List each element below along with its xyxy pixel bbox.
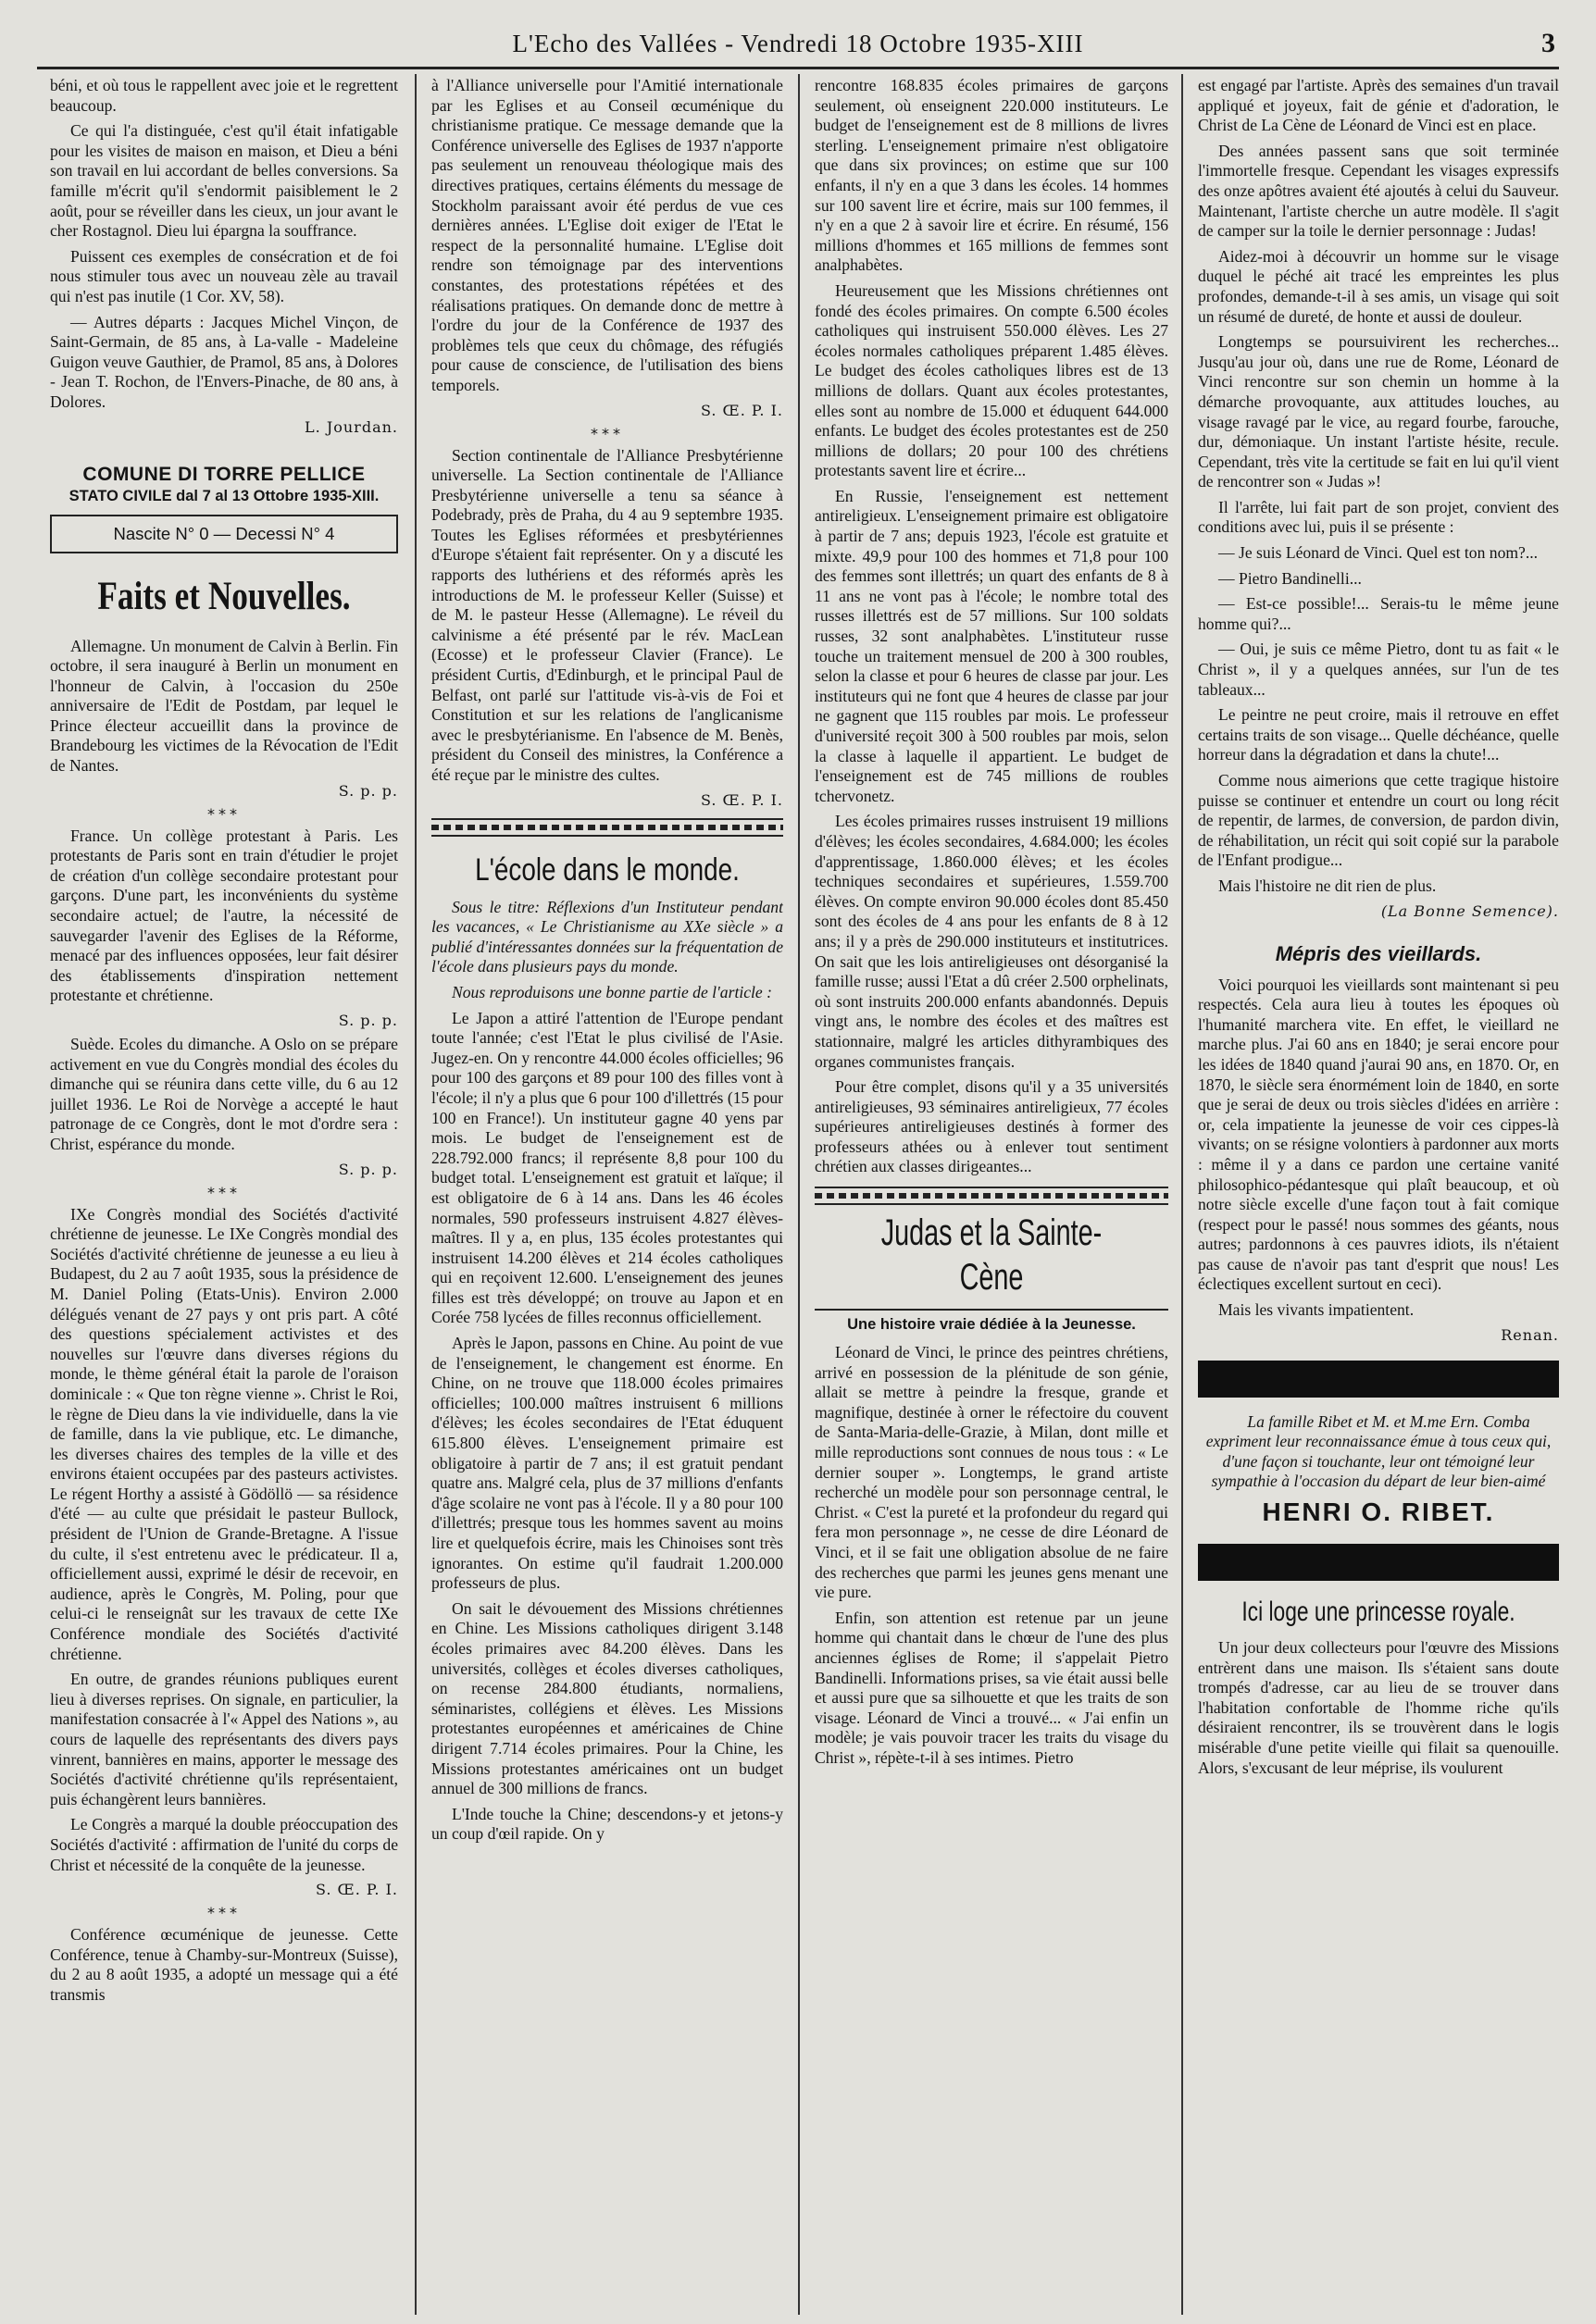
paragraph: On sait le dévouement des Missions chrétiennes en Chine. Les Missions catholiques dirigent 3.148 écoles primaires avec 84.200 élèves. Dans les universités, collèges et écoles diverses catholiques, on recense 284.800 étudiants, normaliens, séminaristes, collégiens et élèves. Les Missions protestantes européennes et américaines de Chine dirigent 7.714 écoles primaires. Pour la Chine, les Missions protestantes américaines ont un budget annuel de 300 millions de francs. [431, 1598, 783, 1798]
news-item: IXe Congrès mondial des Sociétés d'activité chrétienne de jeunesse. Le IXe Congrès mondial des Sociétés d'activité chrétienne de jeunesse a eu lieu à Budapest, du 2 au 7 août 1935, sous la présidence de M. Daniel Poling (Etats-Unis). Environ 2.000 délégués venant de 27 pays y ont pris part. A côté des questions spécialement activistes et des nouvelles sur l'œuvre dans diverses régions du monde, le thème général était la parole de l'oraison dominicale : « Que ton règne vienne ». Christ le Roi, le règne de Dieu dans la vie individuelle, dans la vie de famille, dans la vie publique, etc. Le dimanche, les diverses chaires des temples de la ville et des environs étaient occupées par des pasteurs activistes. Le régent Horthy a assisté à Gödöllö — sa résidence d'été — au culte que présidait le pasteur Bullock, président de l'Union de Grande-Bretagne. A l'issue du culte, il s'est entretenu avec le prédicateur. Il a, officiellement aussi, exprimé le désir de recevoir, en audience, après le Congrès, M. Poling, pour que celui-ci le renseignât sur les travaux de cette IXe Conférence mondiale des Sociétés d'activité chrétienne. [50, 1204, 398, 1663]
paragraph: Les écoles primaires russes instruisent 19 millions d'élèves; les écoles secondaires, 4.684.000; les écoles d'apprentissage, 1.860.000 élèves; et les écoles techniques secondaires et supérieures, 1.559.700 élèves. On compte environ 90.000 écoles dont 85.450 sont des écoles de 4 ans pour les enfants de 8 à 12 ans; il y a près de 290.000 instituteurs et institutrices. On sait que les lois antireligieuses ont désorganisé la famille russe; aussi l'Etat a dû créer 2.500 orphelinats, où sont instruits 200.000 enfants abandonnés. Depuis vingt ans, le nombre des écoles et des maîtres est stationnaire, malgré les articles dithyrambiques des organes communistes français. [815, 812, 1168, 1071]
mourning-bar [1198, 1544, 1559, 1581]
separator-stars: *** [591, 424, 624, 442]
dialogue-line: — Je suis Léonard de Vinci. Quel est ton nom?... [1218, 543, 1539, 563]
column-3 [815, 76, 1168, 2315]
judas-subheading: Une histoire vraie dédiée à la Jeunesse. [847, 1316, 1136, 1334]
column-1 [50, 76, 398, 2315]
source-credit: (La Bonne Semence). [1380, 901, 1559, 920]
decorative-border [815, 1187, 1168, 1205]
signature: S. Œ. P. I. [315, 1881, 398, 1899]
princesse-heading: Ici loge une princesse royale. [1241, 1597, 1515, 1628]
news-item: Allemagne. Un monument de Calvin à Berlin. Fin octobre, il sera inauguré à Berlin un monument en l'honneur de Calvin, à l'occasion du 250e anniversaire de l'Edit de Postdam, par lequel le Prince électeur accueillit dans la province de Brandebourg les victimes de la Révocation de l'Edit de Nantes. [50, 636, 398, 776]
news-item: Conférence œcuménique de jeunesse. Cette Conférence, tenue à Chamby-sur-Montreux (Suisse), du 2 au 8 août 1935, a adopté un message qui a été transmis [50, 1925, 398, 2004]
paragraph: Comme nous aimerions que cette tragique histoire puisse se continuer et entendre un court ou long récit de repentir, de larmes, de conversion, de pardon divin, de réhabilitation, un récit qui soit copié sur la parabole de l'Enfant prodigue... [1198, 771, 1559, 870]
page-number: 3 [1541, 28, 1555, 58]
comune-heading: COMUNE DI TORRE PELLICE [82, 463, 366, 485]
signature: S. p. p. [338, 1012, 398, 1029]
paragraph: Voici pourquoi les vieillards sont maintenant si peu respectés. Cela aura lieu à toutes les époques où l'humanité marchera vite. En effet, le vieillard ne marche plus. J'ai 60 ans en 1840; je serai encore pour les idées de 1840 quand j'aurai 90 ans, en 1870. Or, en 1870, le siècle sera énormément loin de 1840, en sorte que je serai de deux ou trois siècles d'idées en arrière : or, cela impatiente la jeunesse de voir ces cippes-là vivants; on se résigne volontiers à pardonner aux morts : même il y a dans ce pardon une certaine vanité philosophico-pédantesque qui plaît beaucoup, et où notre siècle excelle d'une façon tout à fait comique (respect pour le passé! nous sommes des géants, nous autres; pardonnons à ces pauvres idiots, ils n'étaient pas cause de n'avoir pas tant d'esprit que nous! Les éclectiques excellent surtout en ceci). [1198, 975, 1559, 1294]
paragraph: Un jour deux collecteurs pour l'œuvre des Missions entrèrent dans une maison. Ils s'étaient sans doute trompés d'adresse, car au lieu de se trouver dans l'habitation confortable de l'homme riche qu'ils désiraient rencontrer, ils se trouvèrent dans le logis misérable d'une petite vieille qui filait sa quenouille. Alors, s'excusant de leur méprise, ils voulurent [1198, 1638, 1559, 1777]
column-rule [1181, 74, 1183, 2315]
paragraph: Le peintre ne peut croire, mais il retrouve en effet certains traits de son visage... Quelle déchéance, quelle horreur dans la dégradation et dans la chute!... [1198, 705, 1559, 764]
masthead [37, 26, 1559, 69]
paragraph: Il l'arrête, lui fait part de son projet, convient des conditions avec lui, puis il se présente : [1198, 497, 1559, 537]
paragraph: Pour être complet, disons qu'il y a 35 universités antireligieuses, 93 séminaires antireligieux, 77 écoles supérieures antireligieuses destinés à former des professeurs athées ou à enlever tout sentiment chrétien aux classes dirigeantes... [815, 1077, 1168, 1176]
judas-heading: Judas et la Sainte-Cène [880, 1212, 1103, 1299]
ecole-heading: L'école dans le monde. [475, 851, 740, 888]
news-item: Le Congrès a marqué la double préoccupation des Sociétés d'activité : affirmation de l'unité du corps de Christ et nécessité de la conquête de la jeunesse. [50, 1815, 398, 1874]
faits-heading: Faits et Nouvelles. [97, 574, 351, 618]
paragraph: Enfin, son attention est retenue par un jeune homme qui chantait dans le chœur de l'une des plus anciennes églises de Rome; il s'appelait Pietro Bandinelli. Informations prises, sa vie était aussi belle et aussi pure que sa silhouette et que les traits de son visage. Léonard de Vinci a trouvé... « J'ai enfin un modèle; je vais pouvoir tracer les traits du visage du Christ », répète-t-il à ses intimes. Pietro [815, 1608, 1168, 1767]
thanks-notice: La famille Ribet et M. et M.me Ern. Comba expriment leur reconnaissance émue à tous ceux qui, d'une façon si touchante, leur ont témoigné leur sympathie à l'occasion du départ de leur bien-aimé [1205, 1411, 1552, 1491]
paragraph: Des années passent sans que soit terminée l'immortelle fresque. Cependant les visages expressifs des onze apôtres avaient été ajoutés à celui du Sauveur. Maintenant, l'artiste cherche un autre modèle. Il s'agit de camper sur la toile le dernier personnage : Judas! [1198, 141, 1559, 241]
mourning-bar [1198, 1361, 1559, 1398]
divider [815, 1309, 1168, 1311]
paragraph: est engagé par l'artiste. Après des semaines d'un travail appliqué et joyeux, fait de génie et d'adoration, le Christ de La Cène de Léonard de Vinci est en place. [1198, 76, 1559, 135]
paragraph: Le Japon a attiré l'attention de l'Europe pendant toute l'année; c'est l'Etat le plus civilisé de l'Asie. Jugez-en. On y rencontre 44.000 écoles officielles; 96 pour 100 des garçons et 89 pour 100 des filles vont à l'école; il n'y a plus que 6 pour 100 d'illettrés (15 pour 100 en France!). Un instituteur gagne 40 yens par mois. Le budget de l'enseignement est de 228.792.000 francs; il représente 8,8 pour 100 du budget total. L'enseignement est gratuit et laïque; il est obligatoire de 6 à 14 ans. Dans les 46 écoles normales, 590 professeurs instruisent 4.827 élèves-maîtres. Il y a, en plus, 135 écoles protestantes qui instruisent 14.200 élèves et 214 écoles catholiques qui en reçoivent 12.600. L'enseignement des jeunes filles est très développé; on trouve au Japon et en Corée 758 lycées de filles reconnus officiellement. [431, 1008, 783, 1327]
paragraph: rencontre 168.835 écoles primaires de garçons seulement, où enseignent 220.000 instituteurs. Le budget de l'enseignement est de 8 millions de livres sterling. L'enseignement primaire n'est obligatoire que dans six provinces; on estime que sur 100 enfants, il n'y en a que 3 dans les écoles. 14 hommes sur 100 savent lire et écrire, mais sur 100 femmes, il n'y en a que 2 à savoir lire et écrire. En résumé, 156 millions d'hommes et 165 millions de femmes sont analphabètes. [815, 76, 1168, 275]
news-item: Suède. Ecoles du dimanche. A Oslo on se prépare activement en vue du Congrès mondial des écoles du dimanche qui se réunira dans cette ville, du 6 au 12 juillet 1936. Le Roi de Norvège a accepté le haut patronage de ce Congrès, dont le mot d'ordre sera : Christ, espérance du monde. [50, 1035, 398, 1153]
signature: S. Œ. P. I. [700, 790, 783, 809]
signature: S. Œ. P. I. [700, 401, 783, 419]
signature: S. p. p. [338, 1160, 398, 1178]
deceased-name: HENRI O. RIBET. [1262, 1498, 1495, 1527]
paragraph: Heureusement que les Missions chrétiennes ont fondé des écoles primaires. On compte 6.500 écoles catholiques qui instruisent 550.000 élèves. Les 27 écoles normales catholiques préparent 1.485 élèves. Le budget des écoles catholiques libres est de 13 millions de dollars. Quant aux écoles protestantes, elles sont au nombre de 15.000 et éduquent 644.000 enfants. Le budget des écoles protestantes est de 250 millions de dollars; 20 pour 100 des chrétiens protestants savent lire et écrire... [815, 280, 1168, 480]
separator-stars: *** [207, 1183, 241, 1201]
paragraph: L'Inde touche la Chine; descendons-y et jetons-y un coup d'œil rapide. On y [431, 1804, 783, 1844]
paragraph: béni, et où tous le rappellent avec joie et le regrettent beaucoup. [50, 76, 398, 115]
paragraph: à l'Alliance universelle pour l'Amitié internationale par les Eglises et au Conseil œcuménique du christianisme pratique. Ce message demande que la Conférence universelle des Eglises de 1937 n'apporte pas seulement un renouveau théologique mais des directives pratiques, certains éléments du message de Stockholm paraissant avoir été perdus de vue ces dernières années. L'Eglise doit exiger de l'Etat le respect de la personnalité humaine. L'Eglise doit rendre son témoignage par des interventions constantes, des protestations répétées et des réalisations pratiques. On demande donc de mettre à l'ordre du jour de la Conférence de 1937 des problèmes tels que ceux du chômage, des réfugiés pour cause de conscience, de l'utilisation des biens temporels. [431, 76, 783, 394]
paragraph: Section continentale de l'Alliance Presbytérienne universelle. La Section continentale de l'Alliance Presbytérienne universelle a tenu sa séance à Podebrady, près de Praha, du 4 au 9 septembre 1935. Toutes les Eglises réformées et presbytériennes d'Europe s'étaient fait représenter. On y a discuté les rapports des luthériens et des réformés après les introductions de M. le professeur Keller (Suisse) et de M. le pasteur Hesse (Allemagne). Le réveil du calvinisme a été présenté par le rév. MacLean (Ecosse) et le professeur Clavier (France). Le président Curtis, d'Edinburgh, et le principal Paul de Belfast, ont parlé sur l'attitude vis-à-vis de Foi et Constitution et sur les relations de l'anglicanisme avec le presbytérianisme. En l'absence de M. Benès, président du Conseil des ministres, la Conférence a été reçue par le ministre des cultes. [431, 445, 783, 784]
dialogue-line: — Pietro Bandinelli... [1218, 568, 1362, 588]
paragraph: Ce qui l'a distinguée, c'est qu'il était infatigable pour les visites de maison en maison, et Dieu a béni son travail en lui accordant de belles conversions. Sa famille m'écrit qu'il s'endormit paisiblement le 2 août, pour se réveiller dans les cieux, un jour avant le cher Rostagnol. Dieu lui épargna la souffrance. [50, 121, 398, 241]
civil-status-box: Nascite N° 0 — Decessi N° 4 [50, 515, 398, 553]
news-item: En outre, de grandes réunions publiques eurent lieu à diverses reprises. On signale, en particulier, la manifestation consacrée à l'« Appel des Nations », au cours de laquelle des représentants des divers pays vinrent, bannières en mains, apporter le message des Sociétés d'activité chrétienne qu'ils représentaient, puis échangèrent leurs bannières. [50, 1670, 398, 1808]
paragraph: Sous le titre: Réflexions d'un Instituteur pendant les vacances, « Le Christianisme au XXe siècle » a publié d'intéressantes données sur la fréquentation de l'école dans plusieurs pays du monde. [431, 897, 783, 976]
dialogue-line: — Oui, je suis ce même Pietro, dont tu as fait « le Christ », il y a quelques années, sur l'un de tes tableaux... [1198, 640, 1559, 699]
signature: S. p. p. [338, 781, 398, 800]
paragraph: En Russie, l'enseignement est nettement antireligieux. L'enseignement primaire est obligatoire à partir de 7 ans; depuis 1923, l'école est gratuite et mixte. 49,9 pour 100 des hommes et 71,8 pour 100 des femmes sont illettrés; un quart des enfants de 8 à 11 ans ne vont pas à l'école; le nombre total des russes illettrés est de 57 millions. Sur 100 soldats russes, 32 sont analphabètes. L'instituteur russe touche un traitement mensuel de 200 à 300 roubles, selon la classe et pour 6 heures de classe par jour. Les instituteurs qui ne font que 4 heures de classe par jour ne gagnent que 115 roubles par mois. Le professeur d'université reçoit 300 à 500 roubles par mois, selon la classe à laquelle il appartient. Le budget de l'enseignement est de 745 millions de roubles tchervonetz. [815, 486, 1168, 805]
paragraph: — Autres départs : Jacques Michel Vinçon, de Saint-Germain, de 85 ans, à La-valle - Madeleine Guigon veuve Gauthier, de Pramol, 85 ans, à Dolores - Jean T. Rochon, de l'Envers-Pinache, de 80 ans, à Dolores. [50, 312, 398, 411]
masthead-title: L'Echo des Vallées - Vendredi 18 Octobre 1935-XIII [512, 30, 1084, 57]
signature: L. Jourdan. [305, 417, 398, 436]
separator-stars: *** [207, 804, 241, 823]
paragraph: Mais l'histoire ne dit rien de plus. [1218, 876, 1437, 895]
paragraph: Puissent ces exemples de consécration et de foi nous stimuler tous avec un nouveau zèle au travail qui n'est pas inutile (1 Cor. XV, 58). [50, 246, 398, 305]
decorative-border [431, 818, 783, 837]
paragraph: Après le Japon, passons en Chine. Au point de vue de l'enseignement, le changement est énorme. En Chine, on ne trouve que 118.000 écoles primaires officielles; 100.000 maîtres instruisent 6 millions d'élèves; les écoles secondaires de l'Etat éduquent 615.800 élèves. L'enseignement primaire est obligatoire à partir de 7 ans; il est gratuit pendant quatre ans. Malgré cela, plus de 37 millions d'enfants d'âge scolaire ne vont pas à l'école. Il y a 80 pour 100 d'illettrés; presque tous les hommes savent au moins lire et quelquefois écrire, mais les Chinoises sont très ignorantes. On estime qu'il faudrait 1.200.000 professeurs de plus. [431, 1334, 783, 1593]
column-rule [415, 74, 417, 2315]
paragraph: Mais les vivants impatientent. [1218, 1300, 1415, 1320]
dialogue-line: — Est-ce possible!... Serais-tu le même jeune homme qui?... [1198, 594, 1559, 633]
paragraph: Aidez-moi à découvrir un homme sur le visage duquel le péché ait tracé les empreintes les plus profondes, demande-t-il à ses amis, un visage qui soit un résumé de dureté, de honte et aussi de douleur. [1198, 246, 1559, 326]
mepris-heading: Mépris des vieillards. [1275, 941, 1482, 965]
separator-stars: *** [207, 1904, 241, 1922]
news-item: France. Un collège protestant à Paris. Les protestants de Paris sont en train d'étudier le projet de création d'un collège secondaire protestant pour garçons. D'une part, les inconvénients du système secondaire actuel; de l'autre, la nécessité de sauvegarder l'avenir des Eglises de la Réforme, menacé par des influences opposées, leur fait désirer des établissements d'inspiration nettement protestante et chrétienne. [50, 826, 398, 1005]
paragraph: Longtemps se poursuivirent les recherches... Jusqu'au jour où, dans une rue de Rome, Léonard de Vinci rencontre sur son chemin un homme à la démarche provoquante, aux attitudes louches, au visage ravagé par le vice, au regard fourbe, farouche, dur, démoniaque. Un instant l'artiste hésite, recule. Cependant, très vite la certitude se fait en lui qu'il vient de rencontrer son « Judas »! [1198, 332, 1559, 491]
column-2 [431, 76, 783, 2315]
column-rule [798, 74, 800, 2315]
paragraph: Nous reproduisons une bonne partie de l'article : [452, 982, 772, 1001]
paragraph: Léonard de Vinci, le prince des peintres chrétiens, arrivé en possession de la plénitude de son génie, allait se mettre à peindre la fresque, grande et magnifique, destinée à orner le réfectoire du couvent de Santa-Maria-delle-Grazie, à Milan, dont mille et mille reproductions sont connues de nous tous : « Le dernier souper ». Longtemps, le grand artiste recherché un modèle pour son personnage central, le Christ. « C'est la pureté et la profondeur du regard qui fera mon personnage », ne cesse de dire Léonard de Vinci, et il se fait une obligation absolue de ne faire des recherches que parmi les jeunes gens menant une vie pure. [815, 1343, 1168, 1602]
comune-subheading: STATO CIVILE dal 7 al 13 Ottobre 1935-XIII. [69, 487, 380, 504]
column-4 [1198, 76, 1559, 2315]
signature: Renan. [1501, 1325, 1559, 1344]
